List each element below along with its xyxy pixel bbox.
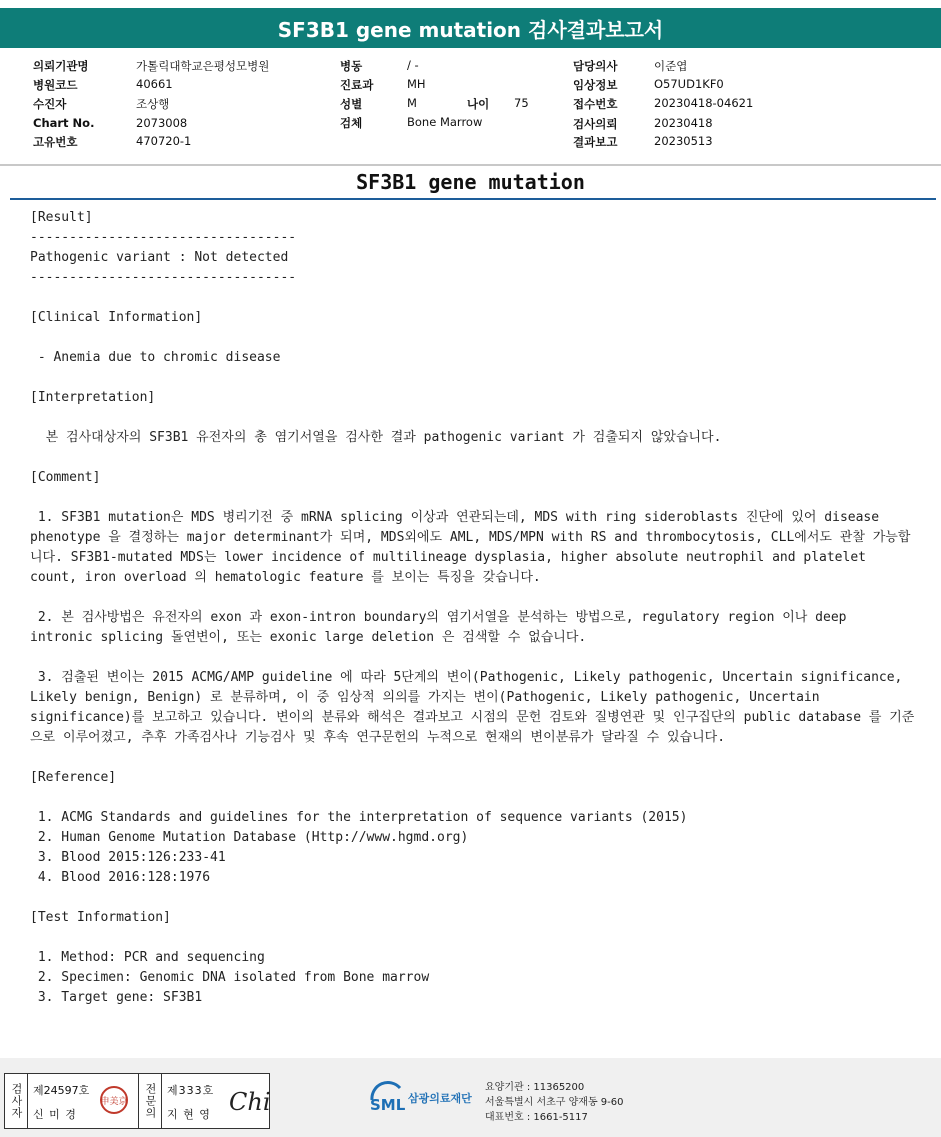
comment-item-3: 3. 검출된 변이는 2015 ACMG/AMP guideline 에 따라 5단계의 변이(Pathogenic, Likely pathogenic, Uncertain significance, Likely benign, Benign) 로 분류하며, 이 중 임상적 의의를 가지는 변이(Pathogenic, Likely pathogenic, Uncertain significance)를 보고하고 있습니다. 변이의 분류와 해석은 결과보고 시점의 문헌 검토와 질병연관 및 인구집단의 public database 를 기준으로 이루어졌고, 추후 가족검사나 기능검사 및 후속 연구문헌의 누적으로 현재의 변이분류가 달라질 수 있습니다. (30, 670, 915, 745)
result-heading: [Result] (30, 210, 93, 225)
value-accession-no: 20230418-04621 (654, 96, 754, 110)
label-ward: 병동 (340, 59, 363, 73)
value-request-date: 20230418 (654, 116, 713, 130)
test-info-heading: [Test Information] (30, 910, 171, 925)
result-divider-top: ---------------------------------- (30, 230, 297, 245)
specialist-name: 지 현 영 (167, 1108, 211, 1121)
reference-item: 4. Blood 2016:128:1976 (30, 870, 211, 885)
label-sex: 성별 (340, 97, 363, 111)
value-attending-physician: 이준엽 (654, 59, 688, 73)
value-patient-name: 조상행 (136, 97, 170, 111)
value-clinical-info: O57UD1KF0 (654, 77, 724, 91)
value-report-date: 20230513 (654, 134, 713, 148)
interpretation-heading: [Interpretation] (30, 390, 156, 405)
test-info-item: 1. Method: PCR and sequencing (30, 950, 265, 965)
sml-logo-icon (366, 1078, 406, 1118)
comment-heading: [Comment] (30, 470, 101, 485)
label-specimen: 검체 (340, 116, 363, 130)
clinical-line: - Anemia due to chromic disease (30, 350, 281, 365)
value-hospital-code: 40661 (136, 77, 173, 91)
test-info-item: 3. Target gene: SF3B1 (30, 990, 203, 1005)
test-info-item: 2. Specimen: Genomic DNA isolated from Bone marrow (30, 970, 430, 985)
label-hospital-code: 병원코드 (33, 78, 78, 92)
organization-name: 삼광의료재단 (408, 1092, 472, 1105)
value-age: 75 (514, 96, 529, 110)
reference-item: 1. ACMG Standards and guidelines for the interpretation of sequence variants (2015) (30, 810, 688, 825)
label-request-date: 검사의뢰 (573, 117, 618, 131)
specialist-license-no: 제333호 (167, 1084, 215, 1097)
examiner-label: 검사자 (10, 1083, 23, 1119)
report-banner-title: SF3B1 gene mutation 검사결과보고서 (0, 8, 941, 48)
value-department: MH (407, 77, 426, 91)
reference-item: 3. Blood 2015:126:233-41 (30, 850, 226, 865)
result-line: Pathogenic variant : Not detected (30, 250, 289, 265)
specialist-label: 전문의 (144, 1083, 157, 1119)
specialist-signature: Chi (229, 1088, 271, 1116)
organization-code: 요양기관 : 11365200 (485, 1082, 585, 1093)
report-body (30, 208, 916, 1008)
clinical-heading: [Clinical Information] (30, 310, 203, 325)
value-specimen: Bone Marrow (407, 115, 483, 129)
logo-text: SML (370, 1096, 406, 1114)
reference-item: 2. Human Genome Mutation Database (Http://www.hgmd.org) (30, 830, 469, 845)
label-requesting-institution: 의뢰기관명 (33, 59, 89, 73)
organization-info (485, 1080, 624, 1125)
value-unique-id: 470720-1 (136, 134, 192, 148)
title-rule (10, 198, 936, 200)
examiner-seal-stamp (99, 1085, 129, 1115)
label-accession-no: 접수번호 (573, 97, 618, 111)
header-divider (0, 164, 941, 166)
patient-info-block (0, 54, 941, 166)
interpretation-line: 본 검사대상자의 SF3B1 유전자의 총 염기서열을 검사한 결과 pathogenic variant 가 검출되지 않았습니다. (30, 430, 722, 445)
label-age: 나이 (467, 97, 490, 111)
organization-logo (366, 1078, 472, 1118)
label-unique-id: 고유번호 (33, 135, 78, 149)
label-patient-name: 수진자 (33, 97, 67, 111)
result-divider-bottom: ---------------------------------- (30, 270, 297, 285)
label-chart-no: Chart No. (33, 116, 95, 130)
value-sex: M (407, 96, 417, 110)
page-title: SF3B1 gene mutation (356, 170, 585, 194)
value-requesting-institution: 가톨릭대학교은평성모병원 (136, 59, 270, 73)
label-department: 진료과 (340, 78, 374, 92)
value-ward: / - (407, 58, 419, 72)
seal-text: 申美京 (100, 1097, 128, 1107)
organization-address: 서울특별시 서초구 양재동 9-60 (485, 1097, 624, 1108)
comment-item-2: 2. 본 검사방법은 유전자의 exon 과 exon-intron boundary의 염기서열을 분석하는 방법으로, regulatory region 이나 deep intronic splicing 돌연변이, 또는 exonic large deletion 은 검색할 수 없습니다. (30, 610, 855, 645)
comment-item-1: 1. SF3B1 mutation은 MDS 병리기전 중 mRNA splicing 이상과 연관되는데, MDS with ring sideroblasts 진단에 있어 disease phenotype 을 결정하는 major determinant가 되며, MDS외에도 AML, MDS/MPN with RS and thrombocytosis, CLL에서도 관찰 가능합니다. SF3B1-mutated MDS는 lower incidence of multilineage dysplasia, higher absolute neutrophil and platelet count, iron overload 의 hematologic feature 를 보이는 특징을 갖습니다. (30, 510, 911, 585)
organization-phone: 대표번호 : 1661-5117 (485, 1112, 588, 1123)
reference-heading: [Reference] (30, 770, 117, 785)
signature-box (4, 1073, 270, 1129)
examiner-name: 신 미 경 (33, 1108, 77, 1121)
label-clinical-info: 임상정보 (573, 78, 618, 92)
examiner-license-no: 제24597호 (33, 1084, 90, 1097)
label-report-date: 결과보고 (573, 135, 618, 149)
label-attending-physician: 담당의사 (573, 59, 618, 73)
value-chart-no: 2073008 (136, 116, 188, 130)
